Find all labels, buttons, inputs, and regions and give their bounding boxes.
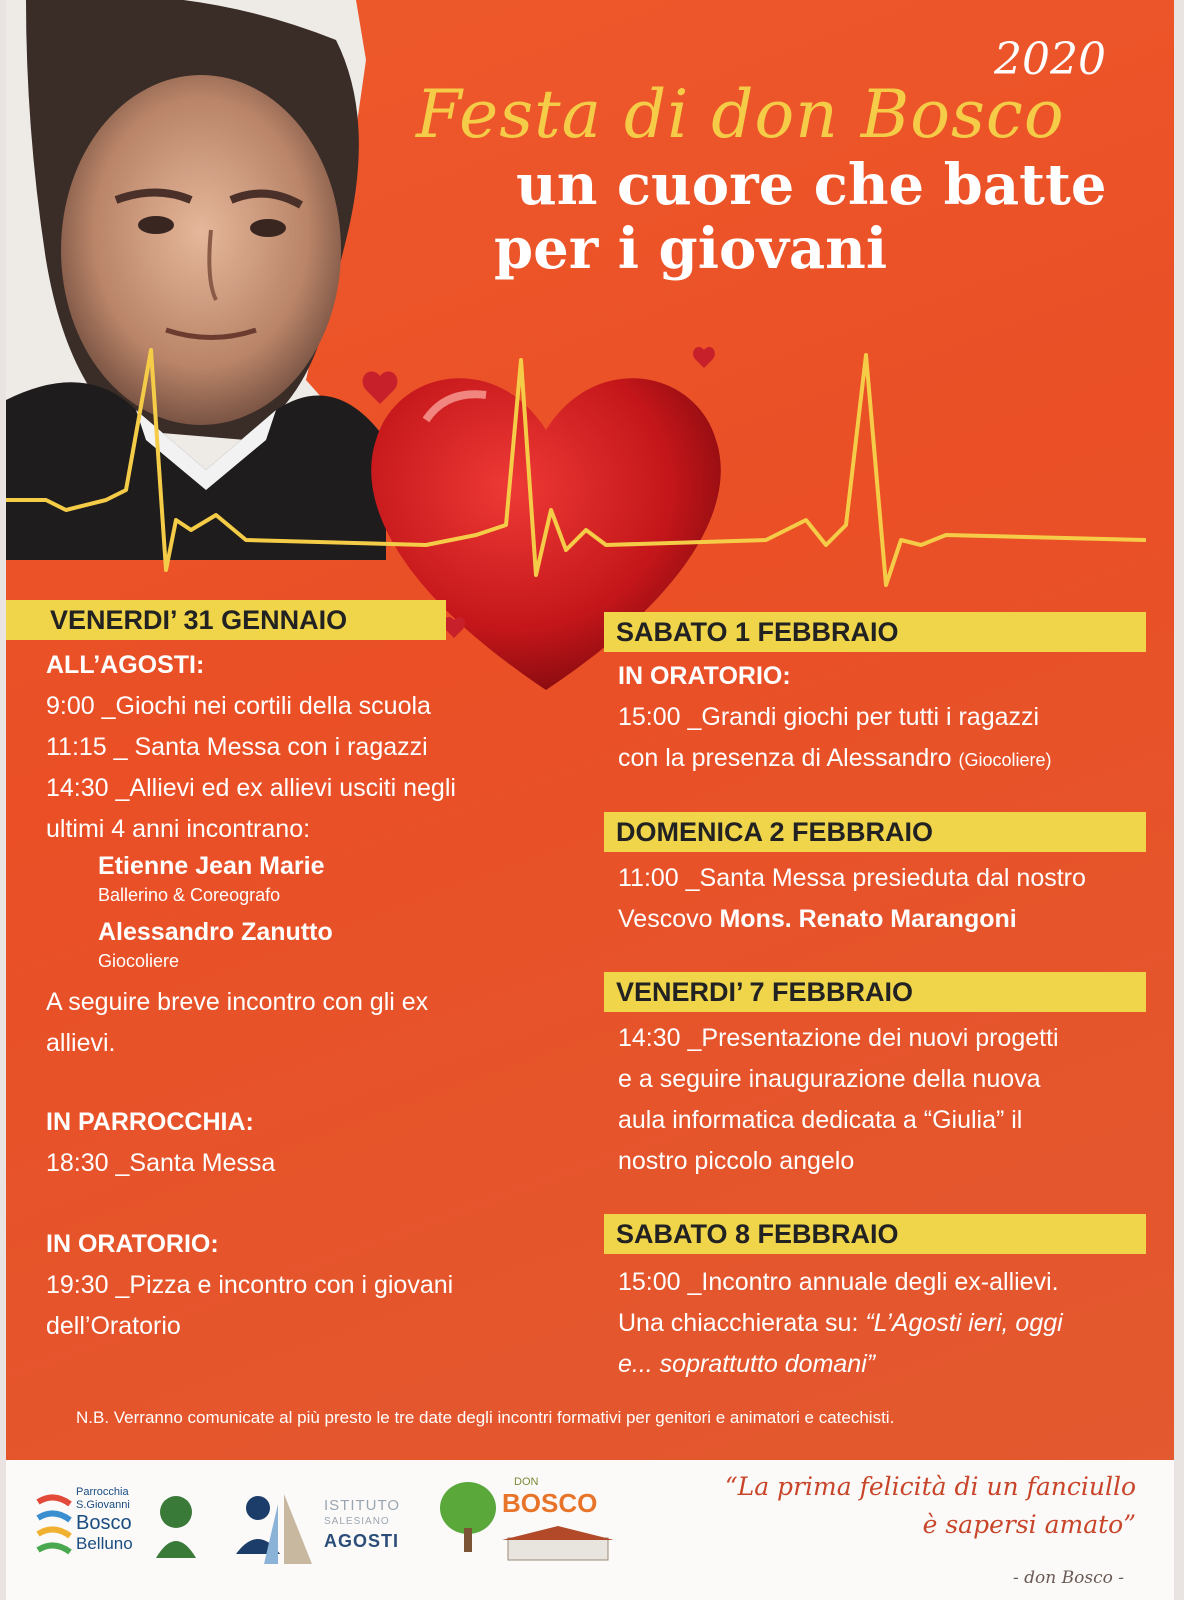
right-schedule-day1 [618,656,1158,781]
event-subtitle-line2: per i giovani [494,216,888,282]
logo-text: BOSCO [502,1488,598,1518]
right-schedule-day3 [618,1018,1158,1182]
title-block [406,24,1166,304]
schedule-item [618,1303,1168,1344]
event-poster [6,0,1174,1600]
day-heading-jan31: VENERDI’ 31 GENNAIO [6,600,446,640]
schedule-item: allievi. [46,1029,116,1057]
saint-portrait-icon [154,1488,198,1558]
schedule-item: e a seguire inaugurazione della nuova [618,1065,1041,1093]
quote-line: “La prima felicità di un fanciullo [724,1472,1136,1501]
event-subtitle-line1: un cuore che batte [516,152,1107,218]
schedule-item [618,899,1158,940]
don-bosco-quote [676,1468,1136,1544]
schedule-item: aula informatica dedicata a “Giulia” il [618,1106,1023,1134]
schedule-text: con la presenza di Alessandro [618,744,952,772]
schedule-item: nostro piccolo angelo [618,1147,855,1175]
event-quote: e... soprattutto domani” [618,1350,876,1378]
right-schedule-day2 [618,858,1158,940]
event-quote: “L’Agosti ieri, oggi [865,1309,1063,1337]
parish-logo [34,1482,204,1582]
schedule-item: 9:00 _Giochi nei cortili della scuola [46,692,431,720]
guest-name: Etienne Jean Marie [98,852,325,880]
logo-text: AGOSTI [324,1531,400,1551]
event-year: 2020 [994,34,1106,85]
schedule-item: 14:30 _Allievi ed ex allievi usciti negli [46,774,456,802]
logo-text: Bosco [76,1512,132,1534]
footer [6,1460,1174,1600]
schedule-item: A seguire breve incontro con gli ex [46,988,429,1016]
right-schedule-day4 [618,1262,1168,1385]
bishop-name: Mons. Renato Marangoni [719,905,1017,933]
schedule-item: 11:00 _Santa Messa presieduta dal nostro [618,864,1086,892]
schedule-item: 11:15 _ Santa Messa con i ragazzi [46,733,428,761]
istituto-agosti-logo [228,1484,418,1574]
schedule-note: (Giocoliere) [958,750,1052,770]
footnote: N.B. Verranno comunicate al più presto le tre date degli incontri formativi per genitori e animatori e catechisti. [76,1408,895,1427]
location-label: ALL’AGOSTI: [46,651,205,679]
don-bosco-school-logo [438,1472,628,1582]
logo-text: SALESIANO [324,1516,390,1527]
schedule-text: Una chiacchierata su: [618,1309,859,1337]
day-heading-feb8: SABATO 8 FEBBRAIO [604,1214,1146,1254]
location-label: IN ORATORIO: [618,662,791,690]
logo-text: DON [514,1476,539,1488]
schedule-item: 15:00 _Grandi giochi per tutti i ragazzi [618,703,1040,731]
parish-logo-icon [34,1482,74,1572]
logo-text: Belluno [76,1534,133,1553]
left-schedule [46,645,556,1347]
schedule-item: dell’Oratorio [46,1312,181,1340]
schedule-item: ultimi 4 anni incontrano: [46,815,311,843]
schedule-item: 15:00 _Incontro annuale degli ex-allievi. [618,1268,1059,1296]
day-heading-feb7: VENERDI’ 7 FEBBRAIO [604,972,1146,1012]
guest-role: Ballerino & Coreografo [98,885,281,905]
building-icon [498,1524,618,1564]
sail-logo-icon [228,1484,318,1570]
guest-role: Giocoliere [98,951,180,971]
day-heading-feb1: SABATO 1 FEBBRAIO [604,612,1146,652]
schedule-item: 14:30 _Presentazione dei nuovi progetti [618,1024,1059,1052]
schedule-item: 19:30 _Pizza e incontro con i giovani [46,1271,454,1299]
guest-name: Alessandro Zanutto [98,918,333,946]
logo-text: Parrocchia [76,1486,129,1498]
heartbeat-line [6,330,1174,610]
schedule-text: Vescovo [618,905,713,933]
day-heading-feb2: DOMENICA 2 FEBBRAIO [604,812,1146,852]
quote-author: - don Bosco - [1013,1568,1124,1588]
location-label: IN ORATORIO: [46,1230,219,1258]
schedule-item: 18:30 _Santa Messa [46,1149,276,1177]
logo-text: S.Giovanni [76,1499,130,1511]
quote-line: è sapersi amato” [922,1510,1136,1539]
event-title: Festa di don Bosco [416,76,1065,153]
schedule-item [618,738,1158,781]
logo-text: ISTITUTO [324,1497,401,1514]
tree-icon [438,1478,498,1554]
location-label: IN PARROCCHIA: [46,1108,254,1136]
